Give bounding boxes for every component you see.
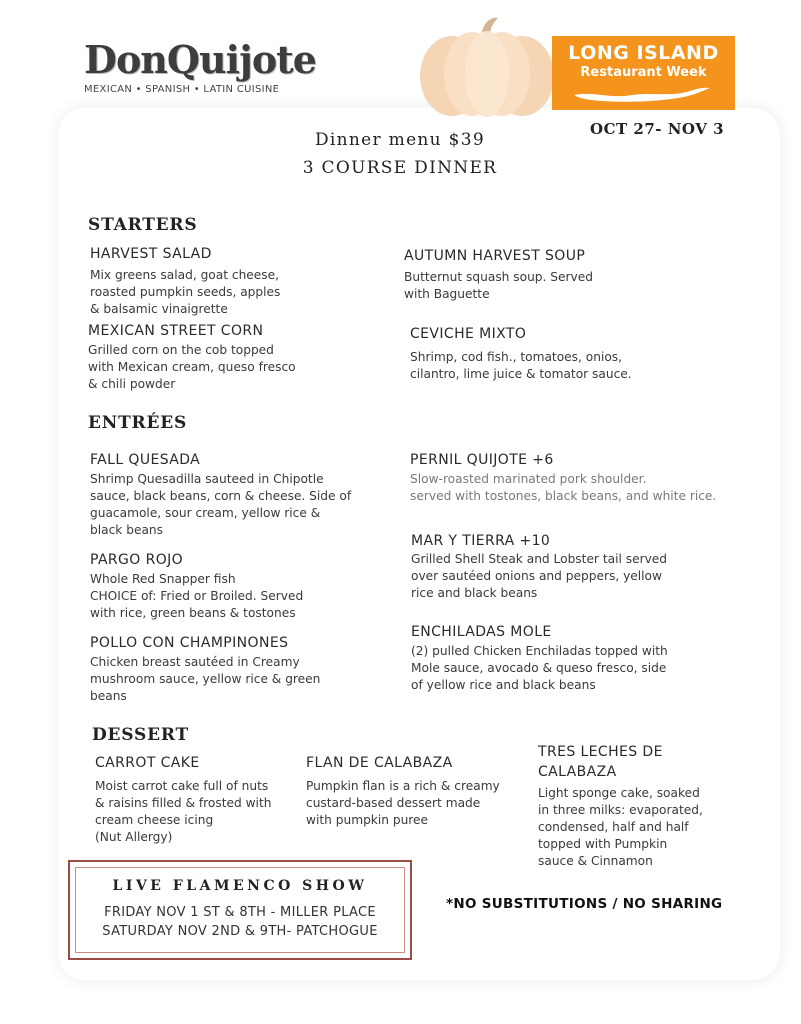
item-description [538, 785, 703, 870]
item-name: CARROT CAKE [95, 755, 200, 771]
desc-line: sauce & Cinnamon [538, 854, 653, 868]
item-name-line: TRES LECHES DE [538, 744, 663, 760]
desc-line: (2) pulled Chicken Enchiladas topped with [411, 644, 668, 658]
flamenco-line: FRIDAY NOV 1 ST & 8TH - MILLER PLACE [104, 905, 376, 920]
entree-item [411, 531, 667, 602]
desc-line: & chili powder [88, 377, 176, 391]
entree-item [90, 550, 303, 622]
item-name: PARGO ROJO [90, 552, 184, 568]
menu-title [260, 126, 540, 182]
item-name-line: CALABAZA [538, 764, 617, 780]
item-description [90, 571, 303, 622]
desc-line: with Baguette [404, 287, 490, 301]
desc-line: beans [90, 689, 127, 703]
starter-item [410, 324, 632, 383]
item-name: FALL QUESADA [90, 452, 201, 468]
dessert-heading: DESSERT [92, 725, 189, 745]
desc-line: custard-based dessert made [306, 796, 481, 810]
dessert-item [306, 753, 500, 829]
desc-line: Butternut squash soup. Served [404, 270, 593, 284]
desc-line: rice and black beans [411, 586, 538, 600]
desc-line: with pumpkin puree [306, 813, 429, 827]
dessert-item [538, 742, 703, 870]
menu-title-line1: Dinner menu $39 [315, 130, 485, 150]
desc-line: black beans [90, 523, 164, 537]
entree-item [411, 622, 668, 694]
item-name: POLLO CON CHAMPINONES [90, 635, 289, 651]
item-description [90, 267, 280, 318]
desc-line: Whole Red Snapper fish [90, 572, 236, 586]
entrees-heading: ENTRÉES [88, 413, 188, 433]
desc-line: condensed, half and half [538, 820, 689, 834]
desc-line: cilantro, lime juice & tomator sauce. [410, 367, 632, 381]
item-description [95, 778, 271, 846]
event-dates: OCT 27- NOV 3 [590, 120, 725, 138]
flamenco-line: SATURDAY NOV 2ND & 9TH- PATCHOGUE [102, 924, 378, 939]
desc-line: cream cheese icing [95, 813, 214, 827]
desc-line: served with tostones, black beans, and white rice. [410, 489, 717, 503]
entree-item [410, 450, 716, 505]
pumpkin-illustration [412, 14, 562, 118]
desc-line: guacamole, sour cream, yellow rice & [90, 506, 321, 520]
item-name: HARVEST SALAD [90, 246, 212, 262]
item-name: PERNIL QUIJOTE +6 [410, 452, 554, 468]
long-island-map-icon [572, 85, 712, 105]
badge-line1: LONG ISLAND [568, 42, 719, 64]
desc-line: Light sponge cake, soaked [538, 786, 700, 800]
desc-line: & raisins filled & frosted with [95, 796, 272, 810]
desc-line: Mix greens salad, goat cheese, [90, 268, 280, 282]
item-name: FLAN DE CALABAZA [306, 755, 453, 771]
desc-line: Shrimp Quesadilla sauteed in Chipotle [90, 472, 324, 486]
desc-line: & balsamic vinaigrette [90, 302, 228, 316]
item-description [410, 349, 632, 383]
desc-line: Shrimp, cod fish., tomatoes, onios, [410, 350, 623, 364]
restaurant-week-badge [552, 36, 735, 110]
desc-line: Grilled Shell Steak and Lobster tail served [411, 552, 668, 566]
desc-line: over sautéed onions and peppers, yellow [411, 569, 662, 583]
desc-line: topped with Pumpkin [538, 837, 668, 851]
desc-line: CHOICE of: Fried or Broiled. Served [90, 589, 304, 603]
starter-item [90, 244, 280, 318]
starters-heading: STARTERS [88, 215, 198, 235]
desc-line: roasted pumpkin seeds, apples [90, 285, 281, 299]
desc-line: mushroom sauce, yellow rice & green [90, 672, 321, 686]
desc-line: of yellow rice and black beans [411, 678, 596, 692]
item-name: ENCHILADAS MOLE [411, 624, 552, 640]
logo-name: DonQuijote [84, 37, 316, 82]
item-name: AUTUMN HARVEST SOUP [404, 248, 586, 264]
logo-tagline: MEXICAN • SPANISH • LATIN CUISINE [84, 84, 280, 95]
item-description [90, 654, 320, 705]
desc-line: Mole sauce, avocado & queso fresco, side [411, 661, 667, 675]
item-name: MEXICAN STREET CORN [88, 323, 264, 339]
item-description [90, 471, 351, 539]
desc-line: Chicken breast sautéed in Creamy [90, 655, 300, 669]
desc-line: Moist carrot cake full of nuts [95, 779, 269, 793]
desc-line: with Mexican cream, queso fresco [88, 360, 296, 374]
desc-line: in three milks: evaporated, [538, 803, 703, 817]
desc-line: Pumpkin flan is a rich & creamy [306, 779, 500, 793]
menu-title-line2: 3 COURSE DINNER [302, 158, 498, 178]
entree-item [90, 633, 320, 705]
item-name: CEVICHE MIXTO [410, 326, 527, 342]
item-description [411, 643, 668, 694]
desc-line: sauce, black beans, corn & cheese. Side of [90, 489, 352, 503]
entree-item [90, 450, 351, 539]
starter-item [88, 321, 296, 393]
restaurant-logo [84, 37, 316, 95]
flamenco-show-box [68, 860, 412, 960]
desc-line: Grilled corn on the cob topped [88, 343, 274, 357]
no-substitutions-notice: *NO SUBSTITUTIONS / NO SHARING [446, 896, 723, 912]
item-description [88, 342, 296, 393]
item-description [411, 551, 667, 602]
dessert-item [95, 753, 271, 846]
flamenco-title: LIVE FLAMENCO SHOW [112, 878, 368, 894]
desc-line: (Nut Allergy) [95, 830, 173, 844]
desc-line: with rice, green beans & tostones [90, 606, 296, 620]
desc-line: Slow-roasted marinated pork shoulder. [410, 472, 647, 486]
item-name: MAR Y TIERRA +10 [411, 533, 551, 549]
flamenco-inner-frame [75, 867, 405, 953]
item-description [306, 778, 500, 829]
item-description [410, 471, 716, 505]
item-description [404, 269, 593, 303]
starter-item [404, 246, 593, 303]
item-name [538, 742, 703, 782]
badge-line2: Restaurant Week [580, 65, 707, 80]
